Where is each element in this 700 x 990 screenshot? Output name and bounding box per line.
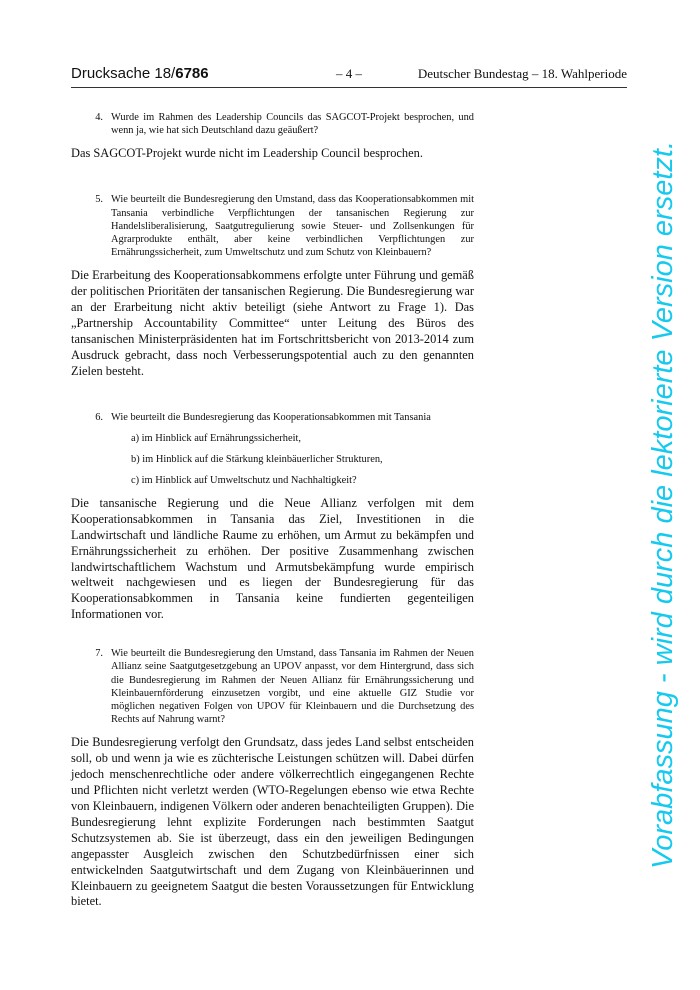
question-number: 6. [95,411,103,423]
question-5 [71,193,474,259]
preliminary-version-watermark: Vorabfassung - wird durch die lektorierte Version ersetzt. [647,140,679,870]
question-number: 7. [95,648,103,660]
sub-question-c: c) im Hinblick auf Umweltschutz und Nachhaltigkeit? [131,474,357,486]
doc-session: 18/ [154,65,176,82]
doc-label: Drucksache [71,65,151,82]
question-4 [71,111,474,137]
page-body [71,111,474,910]
question-7 [71,647,474,726]
answer-6: Die tansanische Regierung und die Neue Allianz verfolgen mit dem Kooperationsabkommen in Tansania das Ziel, Investitionen in die Landwirtschaft und ländliche Raume zu erhöhen, um Armut zu bekämpfen und Ernährungssicherheit zu erhöhen. Der positive Zusammenhang zwischen landwirtschaftlichem Wachstum und Armutsbekämpfung wurde empirisch weltweit nachgewiesen und es liegen der Bundesregierung für das Kooperationsabkommen in Tansania keine fundierten gegenteiligen Informationen vor. [71,495,474,622]
sub-question-b: b) im Hinblick auf die Stärkung kleinbäuerlicher Strukturen, [131,453,383,465]
doc-number: 6786 [175,65,209,82]
page-header [71,65,627,88]
sub-question-a: a) im Hinblick auf Ernährungssicherheit, [131,432,301,444]
answer-7: Die Bundesregierung verfolgt den Grundsatz, dass jedes Land selbst entscheiden soll, ob und wenn ja wie es züchterische Leistungen schützen will. Dabei dürfen jedoch menschenrechtliche oder andere völkerrechtlich eingegangenen Rechte und Pflichten nicht verletzt werden (WTO-Regelungen ebenso wie etwa Rechte von Kleinbauern, indigenen Völkern oder anderen benachteiligten Gruppen). Die Bundesregierung lehnt explizite Forderungen nach bestimmten Saatgut Schutzsystemen ab. Sie ist überzeugt, dass ein den jeweiligen Bedingungen angepasster Ausgleich zwischen den Schutzbedürfnissen einer sich entwickelnden Saatgutwirtschaft und dem Zugang von Kleinbäuerinnen und Kleinbauern zu geeignetem Saatgut die besten Voraussetzungen für Entwicklung bietet. [71,735,474,909]
question-number: 4. [95,112,103,123]
institution-label: Deutscher Bundestag – 18. Wahlperiode [417,66,627,81]
question-6 [71,411,474,424]
question-text: Wie beurteilt die Bundesregierung das Kooperationsabkommen mit Tansania [111,411,431,423]
answer-4: Das SAGCOT-Projekt wurde nicht im Leadership Council besprochen. [71,146,423,161]
question-text: Wie beurteilt die Bundesregierung den Umstand, dass Tansania im Rahmen der Neuen Allianz seine Saatgutgesetzgebung an UPOV anpasst, vor dem Hintergrund, dass sich die Bundesregierung im Rahmen der Neuen Allianz für Ernährungssicherung und Kleinbauernförderung einzusetzen vorgibt, und eine aktuelle GIZ Studie vor möglichen negativen Folgen von UPOV für Kleinbauern und die Durchsetzung des Rechts auf Nahrung warnt? [111,648,474,726]
page-number: – 4 – [336,66,362,81]
question-text: Wie beurteilt die Bundesregierung den Umstand, dass das Kooperationsabkommen mit Tansania verbindliche Verpflichtungen der tansanischen Regierung zur Handelsliberalisierung, Saatgutregulierung sowie Steuer- und Zollsenkungen für Agrarprodukte enthält, aber keine verbindlichen Verpflichtungen zur Ernährungssicherheit, zum Umweltschutz und zum Schutz von Kleinbauern? [111,194,474,259]
question-number: 5. [95,194,103,206]
question-text: Wurde im Rahmen des Leadership Councils das SAGCOT-Projekt besprochen, und wenn ja, wie hat sich Deutschland dazu geäußert? [111,112,474,137]
answer-5: Die Erarbeitung des Kooperationsabkommens erfolgte unter Führung und gemäß der politischen Prioritäten der tansanischen Regierung. Die Bundesregierung war an der Erarbeitung nicht aktiv beteiligt (siehe Antwort zu Frage 1). Das „Partnership Accountability Committee“ unter Leitung des Büros des tansanischen Ministerpräsidenten hat im Fortschrittsbericht von 2013-2014 zum Ausdruck gebracht, dass noch Verbesserungspotential auch zu den genannten Zielen besteht. [71,268,474,378]
